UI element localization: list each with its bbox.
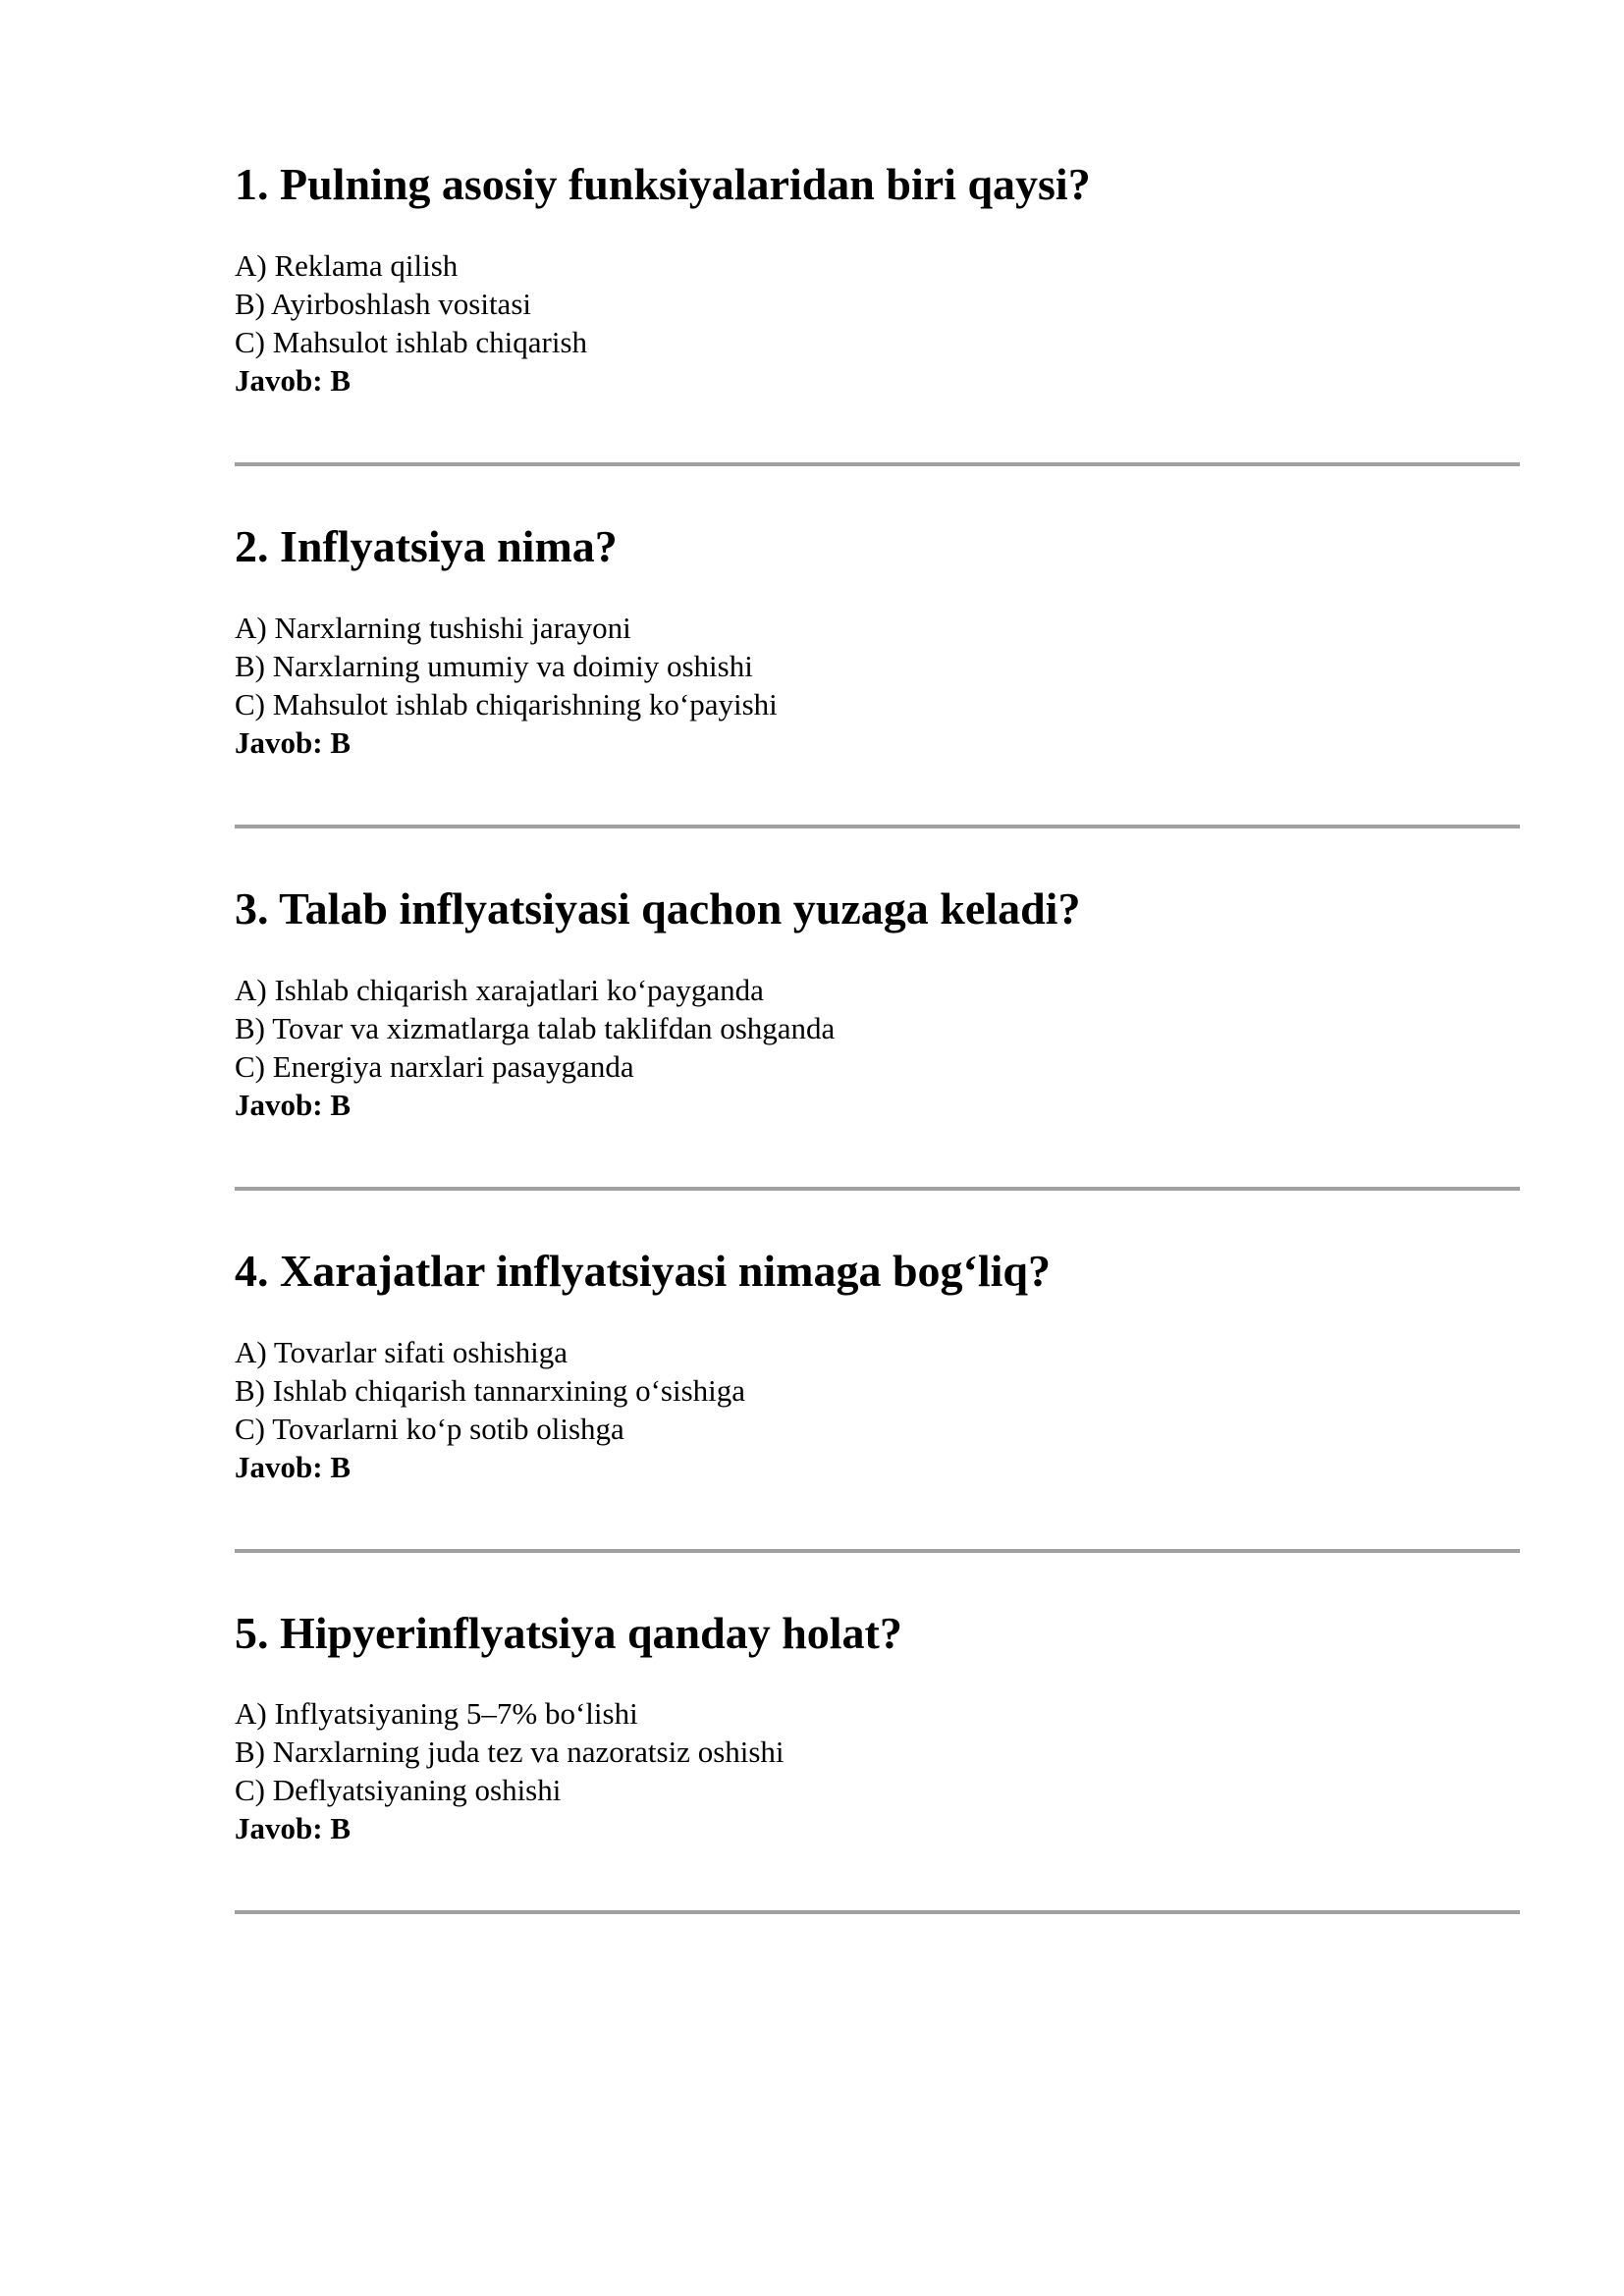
option-list [235,971,1520,1086]
option-b: B) Narxlarning umumiy va doimiy oshishi [235,648,753,683]
option-b: B) Ishlab chiqarish tannarxining o‘sishiga [235,1372,746,1408]
question-title: 1. Pulning asosiy funksiyalaridan biri qaysi? [235,159,1091,209]
divider [235,462,1520,466]
option-b: B) Tovar va xizmatlarga talab taklifdan oshganda [235,1010,836,1045]
divider [235,1187,1520,1191]
option-list [235,246,1520,361]
option-c: C) Deflyatsiyaning oshishi [235,1773,562,1808]
option-a: A) Tovarlar sifati oshishiga [235,1334,568,1369]
answer-label: Javob: B [235,724,351,760]
option-list [235,609,1520,723]
divider [235,1910,1520,1914]
option-c: C) Mahsulot ishlab chiqarish [235,324,588,359]
option-c: C) Tovarlarni ko‘p sotib olishga [235,1411,624,1446]
question-4 [235,1246,1520,1486]
question-title: 3. Talab inflyatsiyasi qachon yuzaga keladi? [235,882,1081,934]
divider [235,1549,1520,1553]
option-c: C) Energiya narxlari pasayganda [235,1048,634,1084]
option-a: A) Reklama qilish [235,247,459,283]
question-3 [235,883,1520,1124]
option-b: B) Narxlarning juda tez va nazoratsiz oshishi [235,1735,785,1770]
question-title: 5. Hipyerinflyatsiya qanday holat? [235,1607,902,1658]
question-2 [235,521,1520,762]
question-5 [235,1608,1520,1848]
option-c: C) Mahsulot ishlab chiqarishning ko‘payishi [235,686,778,721]
divider [235,825,1520,828]
answer-label: Javob: B [235,1811,351,1846]
option-a: A) Ishlab chiqarish xarajatlari ko‘payganda [235,972,764,1007]
document-page [235,147,1520,1969]
answer-label: Javob: B [235,1087,351,1122]
option-a: A) Inflyatsiyaning 5–7% bo‘lishi [235,1696,638,1732]
question-title: 2. Inflyatsiya nima? [235,520,618,571]
question-1 [235,159,1520,400]
question-title: 4. Xarajatlar inflyatsiyasi nimaga bog‘liq? [235,1245,1052,1296]
answer-label: Javob: B [235,362,351,398]
option-a: A) Narxlarning tushishi jarayoni [235,610,631,645]
option-list [235,1333,1520,1448]
option-b: B) Ayirboshlash vositasi [235,286,531,321]
answer-label: Javob: B [235,1449,351,1484]
option-list [235,1694,1520,1809]
